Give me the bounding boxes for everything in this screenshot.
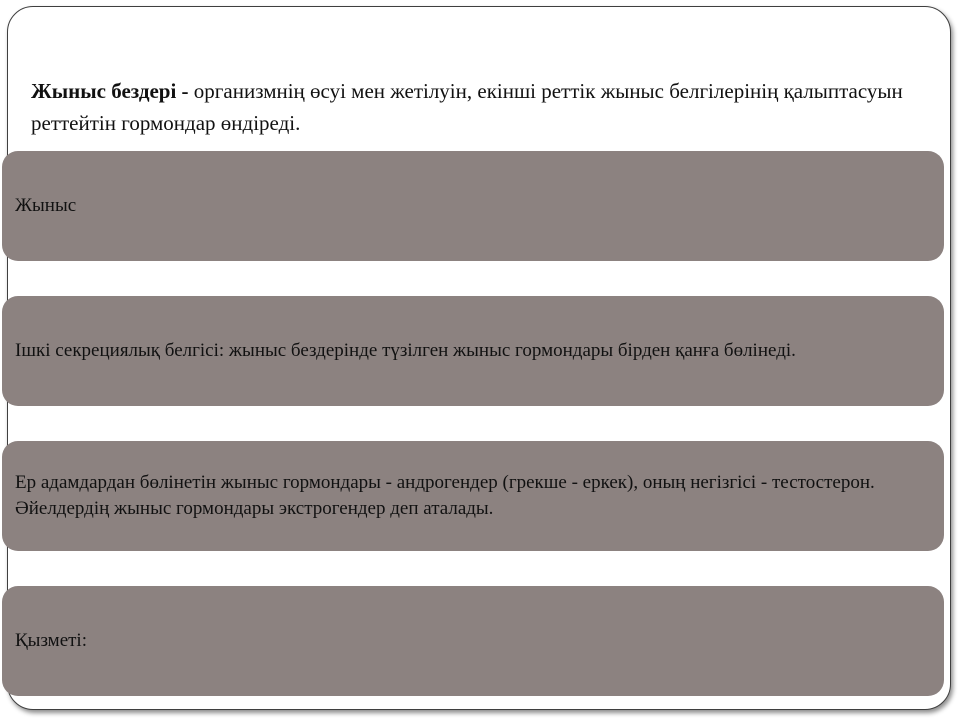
info-box-endocrine-feature [2, 296, 944, 406]
intro-term: Жыныс бездері - [31, 79, 189, 103]
info-box-function [2, 586, 944, 696]
info-box-text: Жыныс [15, 195, 77, 216]
intro-paragraph [31, 75, 911, 139]
intro-definition: организмнің өсуі мен жетілуін, екінші реттік жыныс белгілерінің қалыптасуын реттейтін гормондар өндіреді. [31, 79, 903, 135]
info-box-sex [2, 151, 944, 261]
info-box-text: Ішкі секрециялық белгісі: жыныс бездерінде түзілген жыныс гормондары бірден қанға бөлінеді. [15, 340, 796, 361]
info-box-text: Қызметі: [15, 630, 87, 651]
info-box-hormones [2, 441, 944, 551]
info-box-text: Ер адамдардан бөлінетін жыныс гормондары - андрогендер (грекше - еркек), оның негізгісі - тестостерон. Әйелдердің жыныс гормондары экстрогендер деп аталады. [15, 472, 875, 519]
